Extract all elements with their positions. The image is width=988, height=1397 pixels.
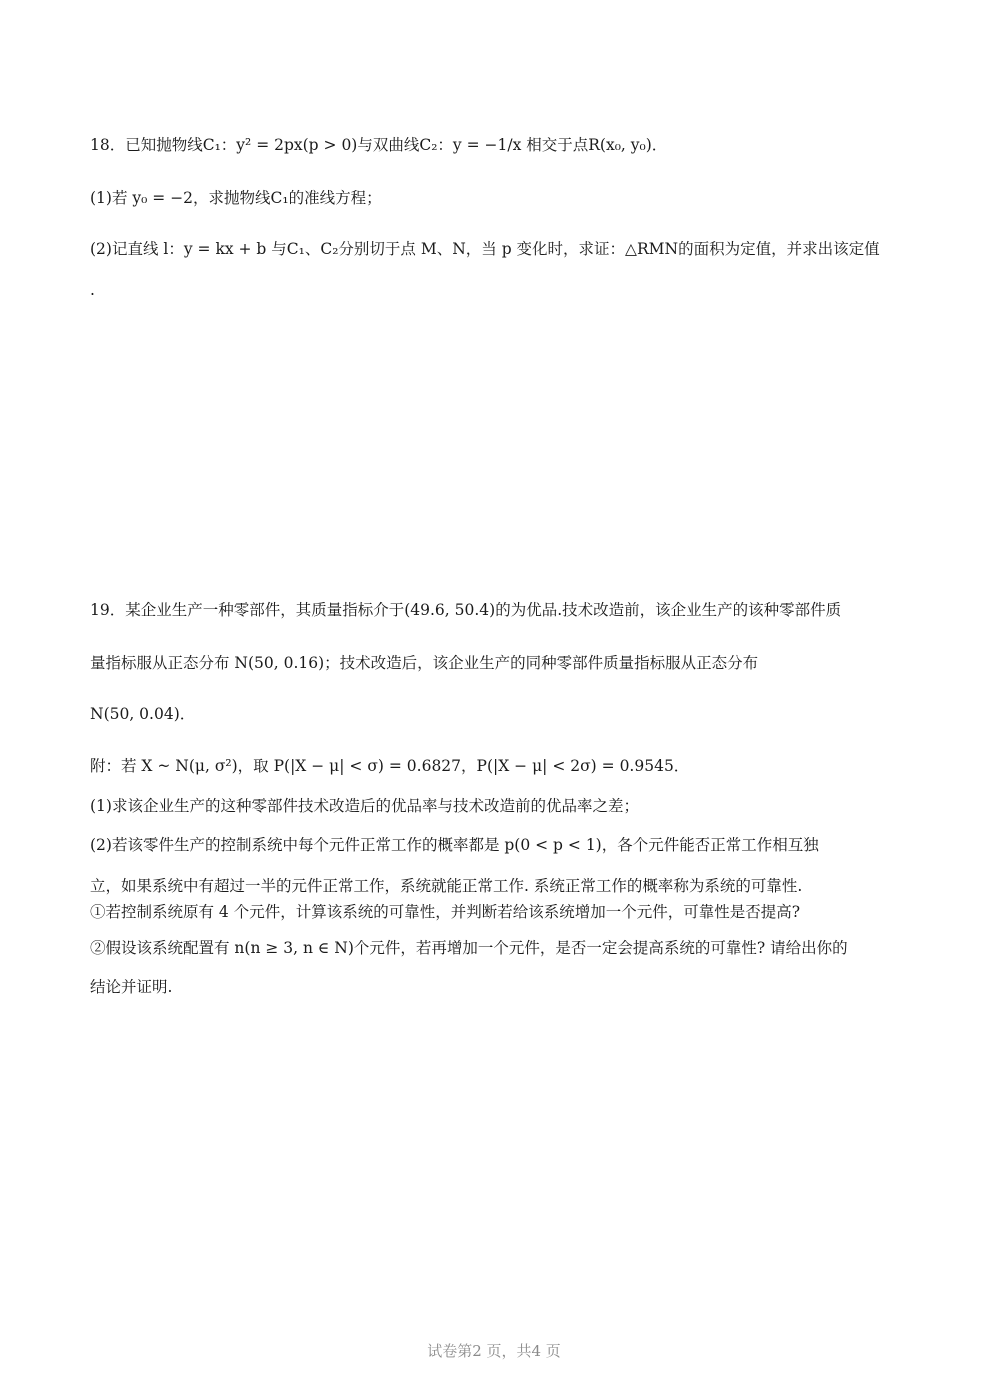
- q18-part2: (2)记直线 l：y = kx + b 与C₁、C₂分别切于点 M、N，当 p 变化时，求证：△RMN的面积为定值，并求出该定值: [90, 240, 880, 258]
- q18-part1: (1)若 y₀ = −2，求抛物线C₁的准线方程；: [90, 189, 382, 207]
- q19-part1: (1)求该企业生产的这种零部件技术改造后的优品率与技术改造前的优品率之差；: [90, 797, 639, 815]
- q18-stem: 18．已知抛物线C₁：y² = 2px(p > 0)与双曲线C₂：y = −1/x 相交于点R(x₀, y₀)．: [90, 136, 668, 154]
- q19-sub1: ①若控制系统原有 4 个元件，计算该系统的可靠性，并判断若给该系统增加一个元件，可靠性是否提高?: [90, 903, 801, 921]
- q19-note: 附：若 X ~ N(μ, σ²)，取 P(|X − μ| < σ) = 0.6827，P(|X − μ| < 2σ) = 0.9545．: [90, 757, 690, 775]
- q18-part2-end: .: [90, 281, 95, 299]
- q19-stem-line2: 量指标服从正态分布 N(50, 0.16)；技术改造后，该企业生产的同种零部件质量指标服从正态分布: [90, 654, 759, 672]
- q19-sub2-line2: 结论并证明.: [90, 978, 173, 996]
- q19-stem-line3: N(50, 0.04)．: [90, 705, 196, 723]
- q19-part2-line2: 立，如果系统中有超过一半的元件正常工作，系统就能正常工作. 系统正常工作的概率称为系统的可靠性.: [90, 877, 803, 895]
- q19-sub2-line1: ②假设该系统配置有 n(n ≥ 3, n ∈ N)个元件，若再增加一个元件，是否一定会提高系统的可靠性? 请给出你的: [90, 939, 848, 957]
- q19-part2-line1: (2)若该零件生产的控制系统中每个元件正常工作的概率都是 p(0 < p < 1)，各个元件能否正常工作相互独: [90, 836, 819, 854]
- page-footer: 试卷第2 页，共4 页: [427, 1342, 561, 1360]
- q19-stem-line1: 19．某企业生产一种零部件，其质量指标介于(49.6, 50.4)的为优品.技术改造前，该企业生产的该种零部件质: [90, 601, 842, 619]
